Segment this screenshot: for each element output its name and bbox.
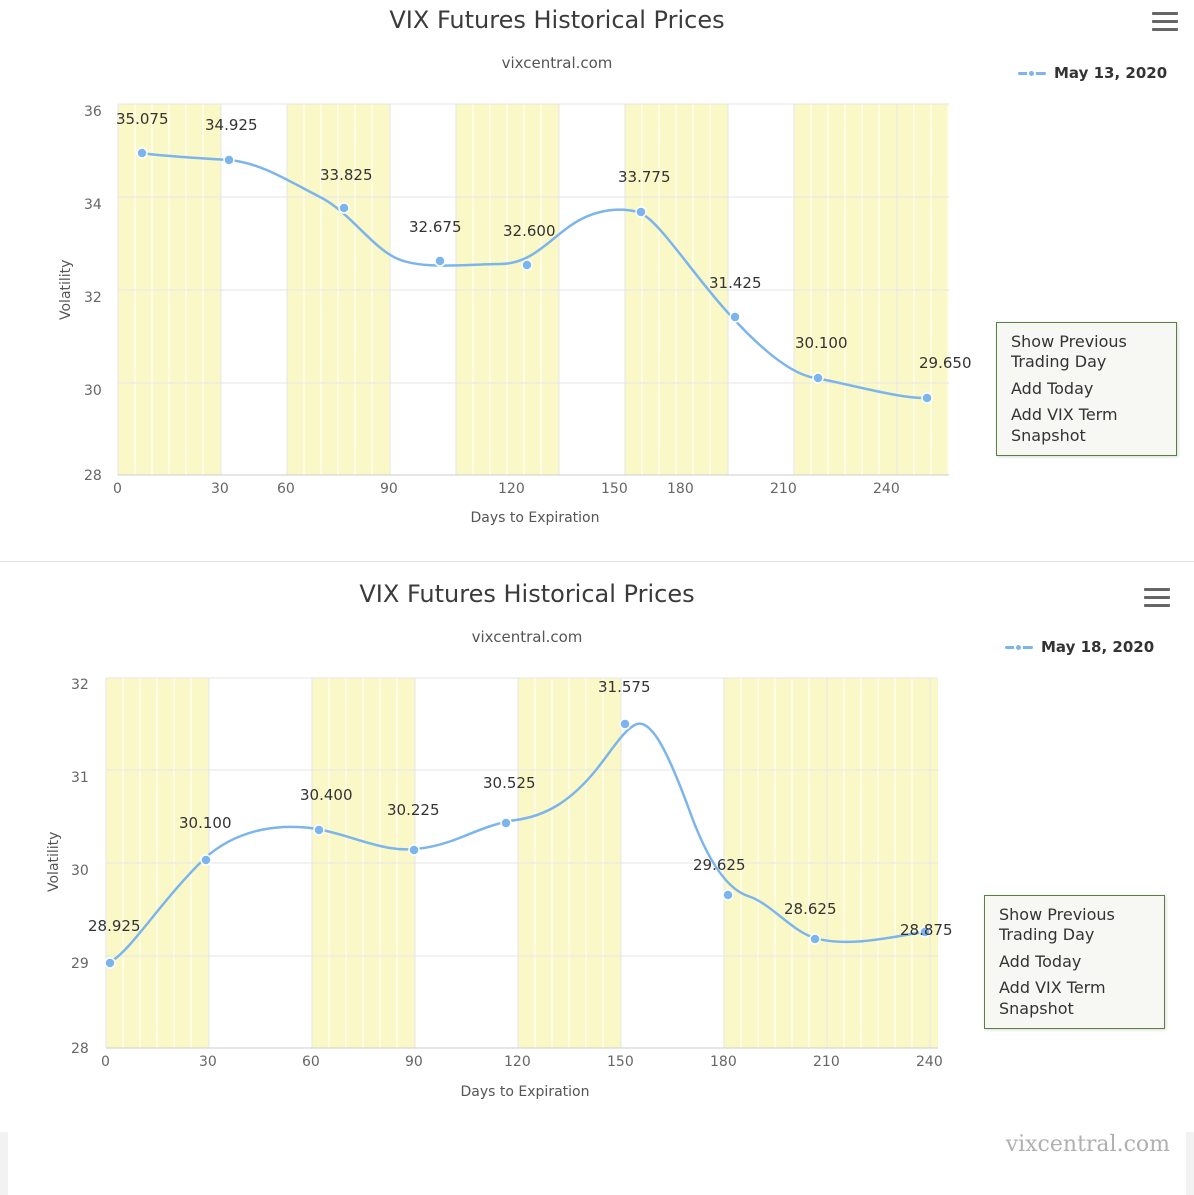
chart-plot-area-2: [0, 562, 1194, 1132]
data-point-label: 32.600: [503, 222, 556, 240]
menu-item-add-today[interactable]: Add Today: [999, 951, 1082, 971]
data-point-label: 34.925: [205, 116, 258, 134]
menu-item-add-vix-term-snapshot[interactable]: Add VIX Term Snapshot: [999, 978, 1106, 1018]
x-tick-label: 30: [211, 481, 229, 497]
chart-panel-2: [0, 562, 1194, 1132]
y-axis-title: Volatility: [46, 831, 62, 892]
x-tick-label: 180: [710, 1054, 737, 1070]
x-tick-label: 210: [770, 481, 797, 497]
data-point-label: 30.225: [387, 801, 440, 819]
chart-context-menu[interactable]: [984, 895, 1165, 1029]
x-tick-label: 30: [199, 1054, 217, 1070]
chart-context-menu[interactable]: [996, 322, 1177, 456]
x-axis-title: Days to Expiration: [460, 1084, 590, 1100]
y-tick-label: 32: [84, 290, 102, 306]
y-axis-title: Volatility: [58, 259, 74, 320]
x-tick-label: 150: [601, 481, 628, 497]
data-point-label: 30.400: [300, 786, 353, 804]
data-point-label: 33.825: [320, 166, 373, 184]
data-point-label: 28.925: [88, 917, 141, 935]
chart-subtitle: vixcentral.com: [471, 628, 583, 646]
data-point-label: 31.575: [598, 678, 651, 696]
x-tick-label: 150: [607, 1054, 634, 1070]
chart-title: VIX Futures Historical Prices: [389, 6, 725, 34]
data-point-label: 32.675: [409, 218, 462, 236]
legend-series-label: May 18, 2020: [1041, 638, 1155, 656]
x-tick-label: 120: [498, 481, 525, 497]
x-tick-label: 210: [813, 1054, 840, 1070]
y-tick-label: 28: [84, 468, 102, 484]
x-tick-label: 60: [302, 1054, 320, 1070]
legend-series-label: May 13, 2020: [1054, 64, 1168, 82]
menu-item-add-vix-term-snapshot[interactable]: Add VIX Term Snapshot: [1011, 405, 1118, 445]
data-point-label: 30.100: [179, 814, 232, 832]
x-tick-label: 90: [405, 1054, 423, 1070]
x-tick-label: 240: [916, 1054, 943, 1070]
x-tick-label: 0: [101, 1054, 110, 1070]
x-tick-label: 240: [873, 481, 900, 497]
menu-item-show-previous-trading-day[interactable]: Show Previous Trading Day: [999, 905, 1115, 945]
y-tick-label: 36: [84, 104, 102, 120]
data-point-label: 29.625: [693, 856, 746, 874]
data-point-label: 29.650: [919, 354, 972, 372]
y-tick-label: 30: [84, 383, 102, 399]
chart-panel-1: [0, 0, 1194, 562]
x-axis-title: Days to Expiration: [470, 510, 600, 526]
chart-plot-area-1: [0, 0, 1194, 562]
menu-item-show-previous-trading-day[interactable]: Show Previous Trading Day: [1011, 332, 1127, 372]
x-tick-label: 120: [504, 1054, 531, 1070]
data-point-label: 28.875: [900, 921, 953, 939]
y-tick-label: 28: [71, 1041, 89, 1057]
x-tick-label: 90: [380, 481, 398, 497]
y-tick-label: 31: [71, 770, 89, 786]
chart-subtitle: vixcentral.com: [501, 54, 613, 72]
data-point-label: 33.775: [618, 168, 671, 186]
y-tick-label: 29: [71, 956, 89, 972]
menu-item-add-today[interactable]: Add Today: [1011, 378, 1094, 398]
y-tick-label: 34: [84, 197, 102, 213]
x-tick-label: 180: [667, 481, 694, 497]
data-point-label: 30.525: [483, 774, 536, 792]
data-point-label: 28.625: [784, 900, 837, 918]
data-point-label: 31.425: [709, 274, 762, 292]
page-watermark: vixcentral.com: [1005, 1132, 1170, 1157]
data-point-label: 35.075: [116, 110, 169, 128]
x-tick-label: 60: [277, 481, 295, 497]
y-tick-label: 30: [71, 863, 89, 879]
chart-title: VIX Futures Historical Prices: [359, 580, 695, 608]
x-tick-label: 0: [113, 481, 122, 497]
y-tick-label: 32: [71, 677, 89, 693]
data-point-label: 30.100: [795, 334, 848, 352]
